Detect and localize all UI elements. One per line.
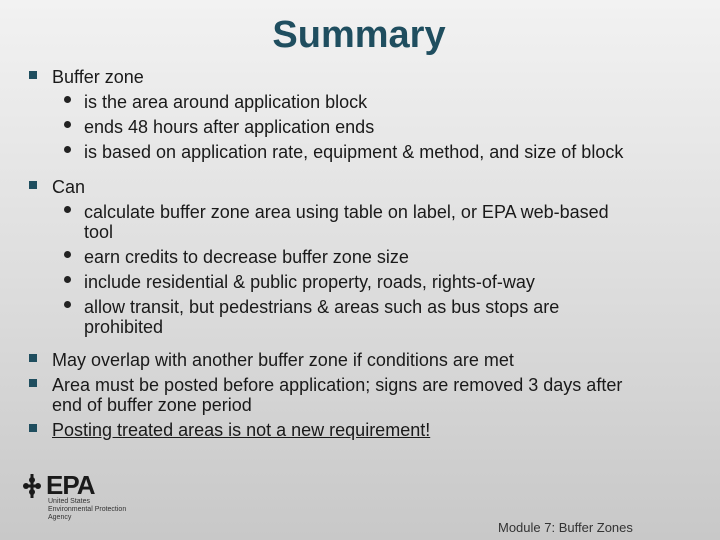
sub-bullet-cont: prohibited: [84, 317, 164, 337]
epa-line-3: Agency: [48, 514, 72, 521]
epa-line-1: United States: [48, 498, 91, 505]
epa-agency-text: [48, 498, 126, 522]
bullet-dot-icon: [64, 206, 71, 213]
bullet-square-icon: [29, 71, 37, 79]
sub-bullet-cont: tool: [84, 222, 114, 242]
sub-bullet: is based on application rate, equipment & method, and size of block: [84, 142, 624, 162]
bullet-posting-rule-cont: end of buffer zone period: [52, 395, 252, 415]
bullet-square-icon: [29, 379, 37, 387]
bullet-posting-rule: Area must be posted before application; signs are removed 3 days after: [52, 375, 623, 395]
bullet-dot-icon: [64, 276, 71, 283]
epa-line-2: Environmental Protection: [48, 506, 127, 513]
bullet-square-icon: [29, 424, 37, 432]
bullet-dot-icon: [64, 121, 71, 128]
bullet-can: Can: [52, 177, 86, 197]
bullet-dot-icon: [64, 251, 71, 258]
epa-wordmark: EPA: [46, 470, 95, 500]
bullet-dot-icon: [64, 301, 71, 308]
sub-bullet: include residential & public property, roads, rights-of-way: [84, 272, 535, 292]
bullet-square-icon: [29, 354, 37, 362]
sub-bullet: allow transit, but pedestrians & areas such as bus stops are: [84, 297, 560, 317]
sub-bullet: calculate buffer zone area using table on label, or EPA web-based: [84, 202, 609, 222]
bullet-dot-icon: [64, 146, 71, 153]
bullet-buffer-zone: Buffer zone: [52, 67, 144, 87]
sub-bullet: is the area around application block: [84, 92, 368, 112]
sub-bullet: ends 48 hours after application ends: [84, 117, 375, 137]
bullet-overlap: May overlap with another buffer zone if conditions are met: [52, 350, 514, 370]
bullet-not-new-link[interactable]: Posting treated areas is not a new requirement!: [52, 420, 431, 440]
sub-bullet: earn credits to decrease buffer zone size: [84, 247, 409, 267]
bullet-square-icon: [29, 181, 37, 189]
slide-title: Summary: [272, 14, 446, 56]
slide-footer: Module 7: Buffer Zones: [498, 520, 633, 535]
bullet-dot-icon: [64, 96, 71, 103]
